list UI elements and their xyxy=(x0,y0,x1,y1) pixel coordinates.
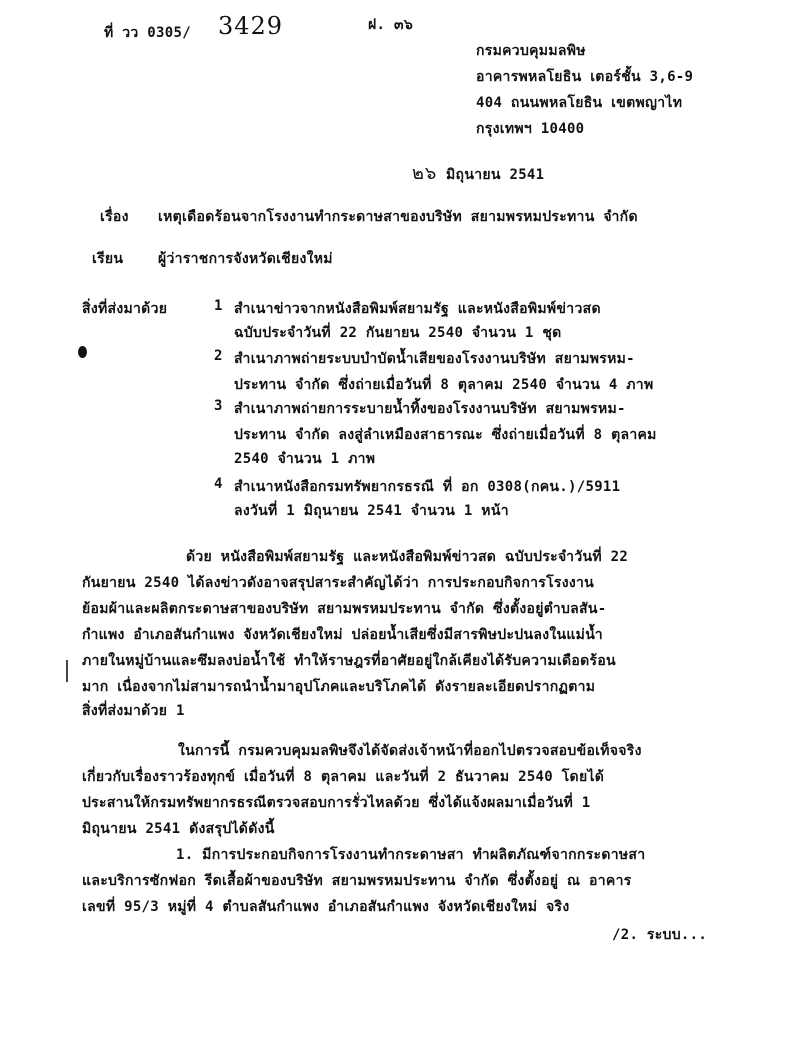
enclosure-2-line-1: สำเนาภาพถ่ายระบบบำบัดน้ำเสียของโรงงานบริษัท สยามพรหม- xyxy=(234,351,635,367)
enclosure-4-line-1: สำเนาหนังสือกรมทรัพยากรธรณี ที่ อก 0308(กคน.)/5911 xyxy=(234,479,621,495)
enclosure-3-line-1: สำเนาภาพถ่ายการระบายน้ำทิ้งของโรงงานบริษัท สยามพรหม- xyxy=(234,401,626,417)
paragraph-1-line-7: สิ่งที่ส่งมาด้วย 1 xyxy=(82,703,185,719)
enclosures-label: สิ่งที่ส่งมาด้วย xyxy=(82,301,168,317)
paragraph-2-line-3: ประสานให้กรมทรัพยากรธรณีตรวจสอบการรั่วไหลด้วย ซึ่งได้แจ้งผลมาเมื่อวันที่ 1 xyxy=(82,795,591,811)
address-line-2: อาคารพหลโยธิน เตอร์ชั้น 3,6-9 xyxy=(476,69,694,85)
continuation-marker: /2. ระบบ... xyxy=(612,927,708,943)
enclosure-4-line-2: ลงวันที่ 1 มิถุนายน 2541 จำนวน 1 หน้า xyxy=(234,503,509,519)
enclosure-3-line-2: ประทาน จำกัด ลงสู่ลำเหมืองสาธารณะ ซึ่งถ่ายเมื่อวันที่ 8 ตุลาคม xyxy=(234,427,657,443)
enclosure-number-3: 3 xyxy=(214,398,223,414)
paragraph-1-line-1: ด้วย หนังสือพิมพ์สยามรัฐ และหนังสือพิมพ์ข่าวสด ฉบับประจำวันที่ 22 xyxy=(186,549,629,565)
address-line-3: 404 ถนนพหลโยธิน เขตพญาไท xyxy=(476,95,683,111)
enclosure-number-4: 4 xyxy=(214,476,223,492)
margin-mark xyxy=(66,660,74,682)
date-line xyxy=(412,158,544,187)
subject-text: เหตุเดือดร้อนจากโรงงานทำกระดาษสาของบริษัท สยามพรหมประทาน จำกัด xyxy=(158,209,638,225)
enclosure-1-line-2: ฉบับประจำวันที่ 22 กันยายน 2540 จำนวน 1 ชุด xyxy=(234,325,562,341)
reference-prefix: ที่ วว 0305/ xyxy=(104,25,191,41)
date-month-year: มิถุนายน 2541 xyxy=(446,167,545,183)
address-line-1: กรมควบคุมมลพิษ xyxy=(476,43,586,59)
paragraph-1-line-2: กันยายน 2540 ได้ลงข่าวดังอาจสรุปสาระสำคัญได้ว่า การประกอบกิจการโรงงาน xyxy=(82,575,595,591)
form-code: ฝ. ๓๖ xyxy=(368,17,414,33)
date-day-handwritten: ๒๖ xyxy=(412,163,438,184)
enclosure-1-line-1: สำเนาข่าวจากหนังสือพิมพ์สยามรัฐ และหนังสือพิมพ์ข่าวสด xyxy=(234,301,601,317)
paragraph-2-line-2: เกี่ยวกับเรื่องราวร้องทุกข์ เมื่อวันที่ 8 ตุลาคม และวันที่ 2 ธันวาคม 2540 โดยได้ xyxy=(82,769,605,785)
addressee-text: ผู้ว่าราชการจังหวัดเชียงใหม่ xyxy=(158,251,333,267)
paragraph-1-line-6: มาก เนื่องจากไม่สามารถนำน้ำมาอุปโภคและบริโภคได้ ดังรายละเอียดปรากฏตาม xyxy=(82,679,596,695)
paragraph-1-line-5: ภายในหมู่บ้านและซึมลงบ่อน้ำใช้ ทำให้ราษฎรที่อาศัยอยู่ใกล้เคียงได้รับความเดือดร้อน xyxy=(82,653,616,669)
enclosure-number-2: 2 xyxy=(214,348,223,364)
enclosure-2-line-2: ประทาน จำกัด ซึ่งถ่ายเมื่อวันที่ 8 ตุลาคม 2540 จำนวน 4 ภาพ xyxy=(234,377,654,393)
paragraph-1-line-3: ย้อมผ้าและผลิตกระดาษสาของบริษัท สยามพรหมประทาน จำกัด ซึ่งตั้งอยู่ตำบลสัน- xyxy=(82,601,607,617)
paragraph-3-line-2: และบริการซักฟอก รีดเสื้อผ้าของบริษัท สยามพรหมประทาน จำกัด ซึ่งตั้งอยู่ ณ อาคาร xyxy=(82,873,632,889)
paragraph-2-line-1: ในการนี้ กรมควบคุมมลพิษจึงได้จัดส่งเจ้าหน้าที่ออกไปตรวจสอบข้อเท็จจริง xyxy=(178,743,642,759)
paragraph-3-line-3: เลขที่ 95/3 หมู่ที่ 4 ตำบลสันกำแพง อำเภอสันกำแพง จังหวัดเชียงใหม่ จริง xyxy=(82,899,570,915)
enclosure-number-1: 1 xyxy=(214,298,223,314)
ink-blot xyxy=(78,346,87,358)
address-line-4: กรุงเทพฯ 10400 xyxy=(476,121,585,137)
addressee-label: เรียน xyxy=(92,251,124,267)
paragraph-2-line-4: มิถุนายน 2541 ดังสรุปได้ดังนี้ xyxy=(82,821,275,837)
reference-number: 3429 xyxy=(218,12,284,40)
subject-label: เรื่อง xyxy=(100,209,129,225)
paragraph-3-line-1: 1. มีการประกอบกิจการโรงงานทำกระดาษสา ทำผลิตภัณฑ์จากกระดาษสา xyxy=(176,847,646,863)
paragraph-1-line-4: กำแพง อำเภอสันกำแพง จังหวัดเชียงใหม่ ปล่อยน้ำเสียซึ่งมีสารพิษปะปนลงในแม่น้ำ xyxy=(82,627,603,643)
enclosure-3-line-3: 2540 จำนวน 1 ภาพ xyxy=(234,451,376,467)
